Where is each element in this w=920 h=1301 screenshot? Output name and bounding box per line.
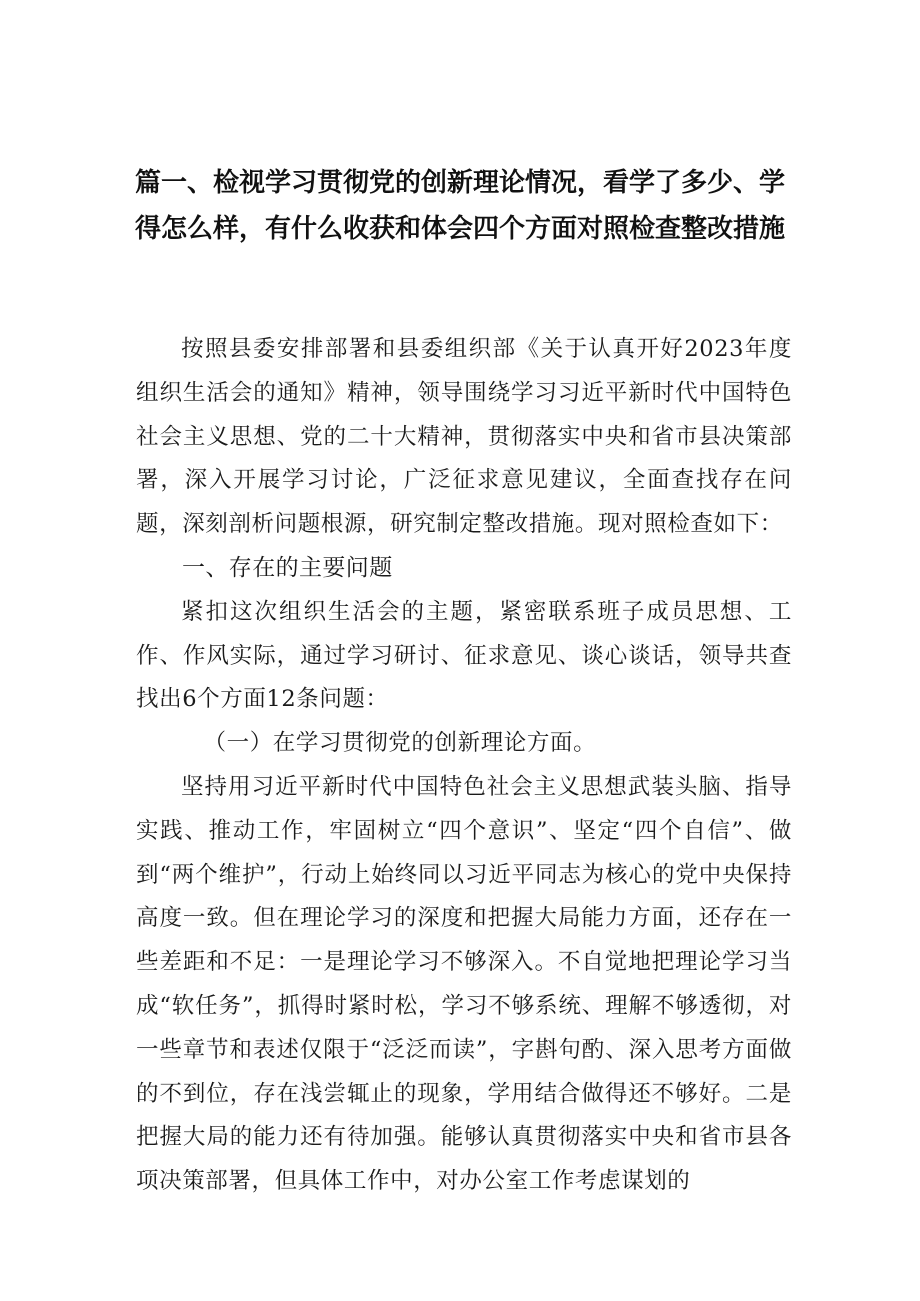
title-line-2: 得怎么样，有什么收获和体会四个方面对照检查整改措施 [134,214,785,244]
title-line-1: 篇一、检视学习贯彻党的创新理论情况，看学了多少、学 [134,168,785,198]
intro-paragraph: 按照县委安排部署和县委组织部《关于认真开好2023年度组织生活会的通知》精神，领导围绕学习习近平新时代中国特色社会主义思想、党的二十大精神，贯彻落实中央和省市县决策部署，深入开展学习讨论，广泛征求意见建议，全面查找存在问题，深刻剖析问题根源，研究制定整改措施。现对照检查如下： [136,336,792,538]
document-title [120,160,800,252]
theory-paragraph: 坚持用习近平新时代中国特色社会主义思想武装头脑、指导实践、推动工作，牢固树立“四个意识”、坚定“四个自信”、做到“两个维护”，行动上始终同以习近平同志为核心的党中央保持高度一致。但在理论学习的深度和把握大局能力方面，还存在一些差距和不足：一是理论学习不够深入。不自觉地把理论学习当成“软任务”，抓得时紧时松，学习不够系统、理解不够透彻，对一些章节和表述仅限于“泛泛而读”，字斟句酌、深入思考方面做的不到位，存在浅尝辄止的现象，学用结合做得还不够好。二是把握大局的能力还有待加强。能够认真贯彻落实中央和省市县各项决策部署，但具体工作中，对办公室工作考虑谋划的 [136,773,792,1195]
subsection-heading-theory: （一）在学习贯彻党的创新理论方面。 [203,730,597,757]
document-body [136,328,792,1204]
section-heading-problems: 一、存在的主要问题 [182,554,393,581]
issues-paragraph: 紧扣这次组织生活会的主题，紧密联系班子成员思想、工作、作风实际，通过学习研讨、征求意见、谈心谈话，领导共查找出6个方面12条问题： [136,598,792,713]
